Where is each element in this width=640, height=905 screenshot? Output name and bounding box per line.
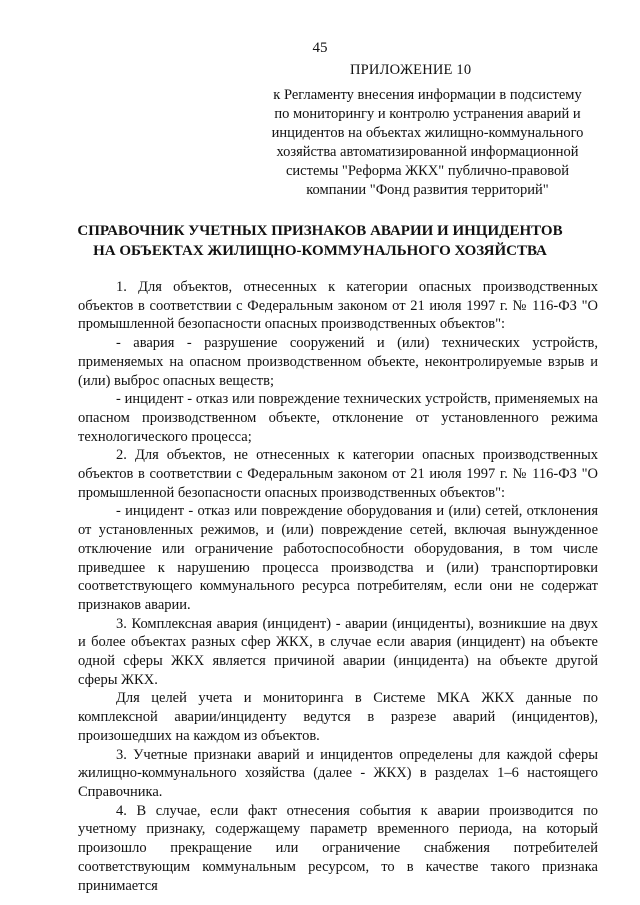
document-body — [78, 278, 598, 895]
paragraph: - инцидент - отказ или повреждение оборудования и (или) сетей, отклонения от установленных режимов, и (или) повреждение сетей, включая вынужденное отключение или ограничение работоспособности оборудования, в том числе приведшее к нарушению процесса производства и (или) транспортировки соответствующего коммунального ресурса потребителям, если они не содержат признаков аварии. — [78, 503, 598, 613]
regulation-reference: к Регламенту внесения информации в подсистему по мониторингу и контролю устранения аварий и инцидентов на объектах жилищно-коммунального хозяйства автоматизированной информационной системы "Реформа ЖКХ" публично-правовой компании "Фонд развития территорий" — [271, 87, 584, 198]
paragraph: 3. Комплексная авария (инцидент) - аварии (инциденты), возникшие на двух и более объектах разных сфер ЖКХ, в случае если авария (инцидент) на объекте одной сферы ЖКХ является причиной аварии (инцидента) на объекте другой сферы ЖКХ. — [78, 615, 598, 688]
appendix-title: ПРИЛОЖЕНИЕ 10 — [350, 62, 472, 78]
paragraph: 3. Учетные признаки аварий и инцидентов определены для каждой сферы жилищно-коммунального хозяйства (далее - ЖКХ) в разделах 1–6 настоящего Справочника. — [78, 746, 598, 800]
paragraph: - инцидент - отказ или повреждение технических устройств, применяемых на опасном производственном объекте, отклонение от установленного режима технологического процесса; — [78, 391, 598, 445]
document-title-line: СПРАВОЧНИК УЧЕТНЫХ ПРИЗНАКОВ АВАРИИ И ИНЦИДЕНТОВ — [77, 223, 563, 239]
document-title-line: НА ОБЪЕКТАХ ЖИЛИЩНО-КОММУНАЛЬНОГО ХОЗЯЙСТВА — [93, 243, 547, 259]
document-title — [40, 221, 600, 261]
paragraph: 1. Для объектов, отнесенных к категории опасных производственных объектов в соответствии с Федеральным законом от 21 июля 1997 г. № 116-ФЗ "О промышленной безопасности опасных производственных объектов": — [78, 279, 598, 333]
paragraph: 4. В случае, если факт отнесения события к аварии производится по учетному признаку, содержащему параметр временного периода, на который произошло прекращение или ограничение снабжения потребителей соответствующим коммунальным ресурсом, то в качестве такого признака принимается — [78, 802, 598, 894]
paragraph: - авария - разрушение сооружений и (или) технических устройств, применяемых на опасном производственном объекте, неконтролируемые взрыв и (или) выброс опасных веществ; — [78, 335, 598, 389]
paragraph: Для целей учета и мониторинга в Системе МКА ЖКХ данные по комплексной аварии/инциденту ведутся в разрезе аварий (инцидентов), произошедших на каждом из объектов. — [78, 690, 598, 744]
page-number: 45 — [312, 40, 328, 56]
paragraph: 2. Для объектов, не отнесенных к категории опасных производственных объектов в соответствии с Федеральным законом от 21 июля 1997 г. № 116-ФЗ "О промышленной безопасности опасных производственных объектов": — [78, 447, 598, 501]
